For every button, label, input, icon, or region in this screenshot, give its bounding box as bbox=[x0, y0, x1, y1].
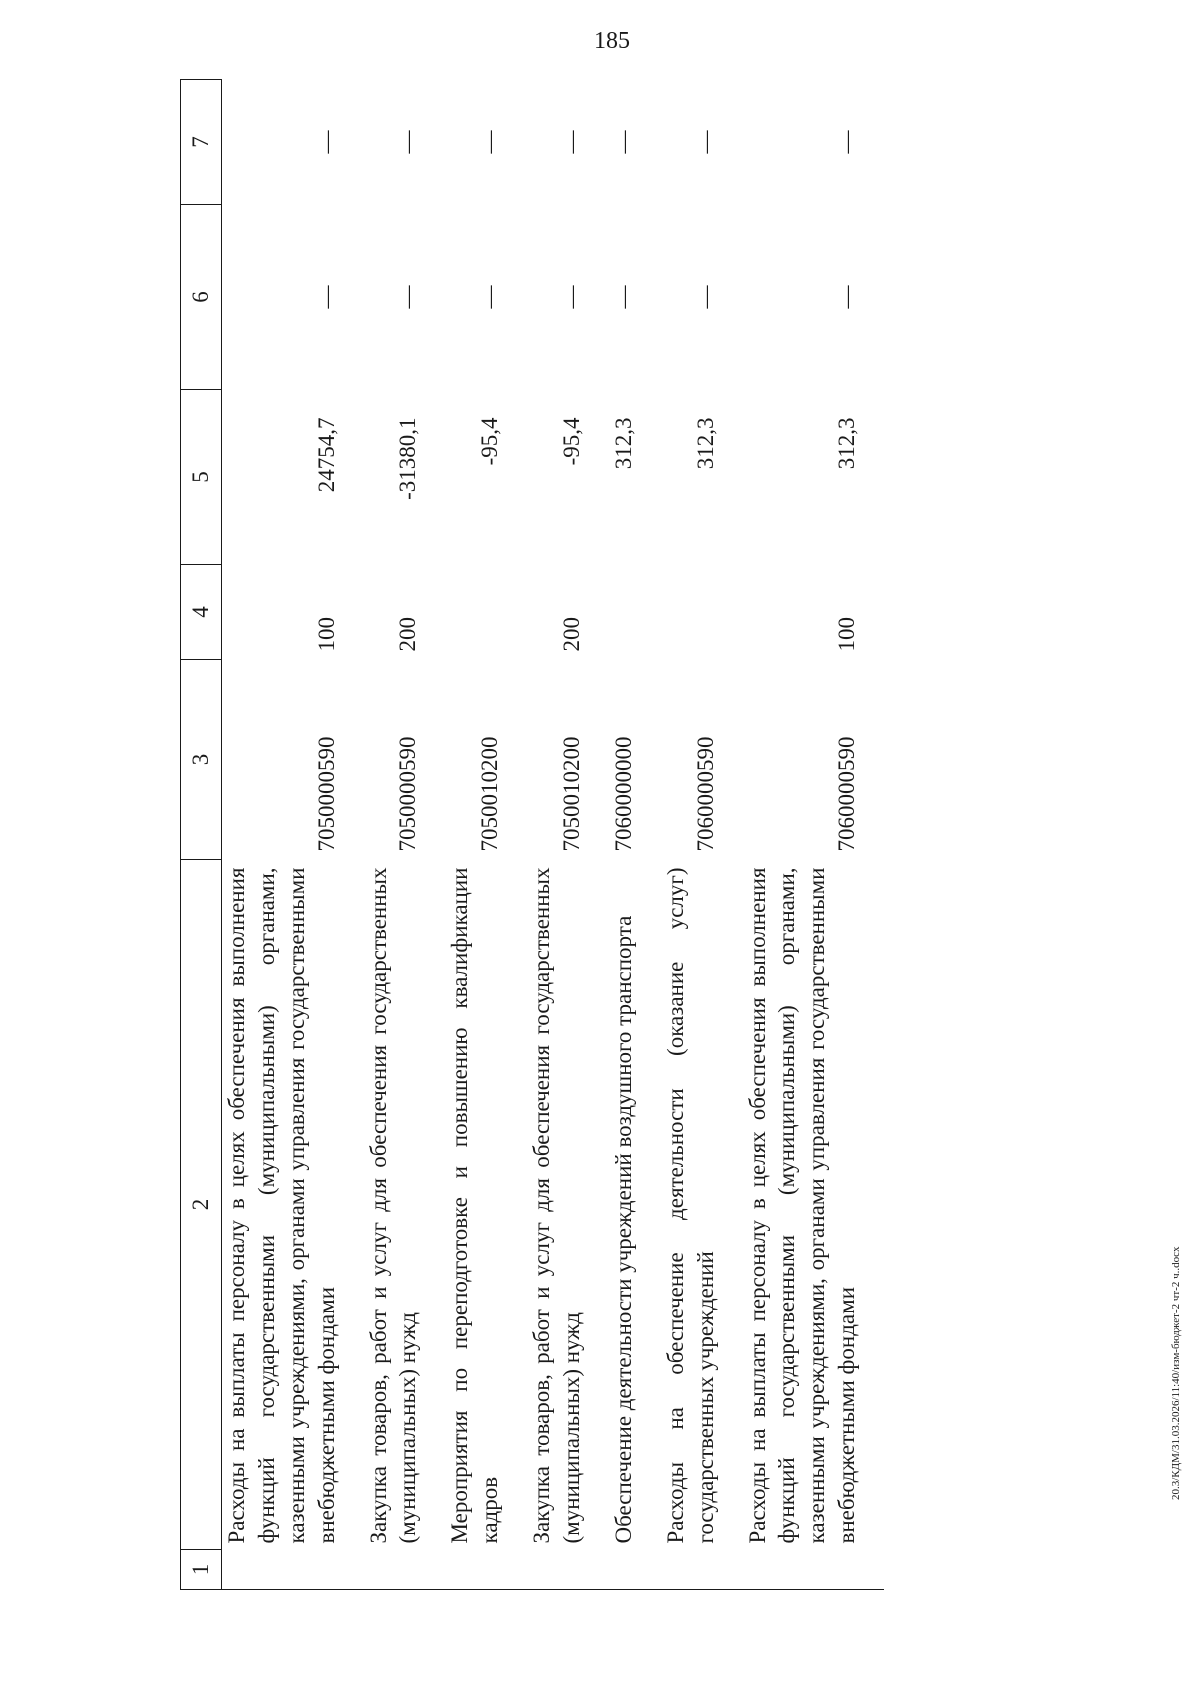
column-header-5: 5 bbox=[181, 390, 222, 565]
cell-description: Обеспечение деятельности учреждений воздушного транспорта bbox=[610, 915, 636, 1544]
cell-amount: -95,4 bbox=[477, 417, 503, 466]
cell-code: 7050010200 bbox=[477, 736, 503, 852]
cell-description: Расходы на обеспечение деятельности (оказание услуг) государственных учреждений bbox=[662, 867, 718, 1544]
cell-col7: — bbox=[313, 130, 339, 154]
budget-table bbox=[180, 79, 884, 1590]
cell-description: Закупка товаров, работ и услуг для обеспечения государственных (муниципальных) нужд bbox=[365, 867, 421, 1544]
footer-file-note: 20.3/КДМ/31.03.2026/11:40/изм-бюджет-2 чт-2 ч..docx bbox=[1170, 1246, 1182, 1500]
cell-col6: — bbox=[395, 285, 421, 309]
cell-type: 200 bbox=[395, 617, 421, 652]
cell-col1 bbox=[743, 1550, 885, 1590]
cell-type: 100 bbox=[313, 617, 339, 652]
rotated-table-container bbox=[180, 80, 1070, 1590]
cell-description: Закупка товаров, работ и услуг для обеспечения государственных (муниципальных) нужд bbox=[529, 867, 585, 1544]
cell-amount: -95,4 bbox=[559, 417, 585, 466]
cell-type: 200 bbox=[559, 617, 585, 652]
cell-col7: — bbox=[559, 130, 585, 154]
cell-type bbox=[445, 565, 527, 660]
cell-code: 7050010200 bbox=[559, 736, 585, 852]
cell-col7: — bbox=[834, 130, 860, 154]
cell-col1 bbox=[222, 1550, 364, 1590]
cell-col1 bbox=[445, 1550, 527, 1590]
column-header-1: 1 bbox=[181, 1550, 222, 1590]
cell-description: Расходы на выплаты персоналу в целях обеспечения выполнения функций государственными (муниципальными) органами, казенными учреждениями, органами управления государственными внебюджетными фондами bbox=[744, 867, 860, 1544]
table-row bbox=[743, 80, 885, 1590]
column-header-4: 4 bbox=[181, 565, 222, 660]
cell-amount: 24754,7 bbox=[313, 417, 339, 493]
cell-amount: 312,3 bbox=[692, 417, 718, 470]
page-number: 185 bbox=[594, 28, 630, 54]
cell-type: 100 bbox=[834, 617, 860, 652]
cell-col6: — bbox=[559, 285, 585, 309]
cell-col1 bbox=[661, 1550, 743, 1590]
cell-code: 7060000590 bbox=[692, 736, 718, 852]
cell-col7: — bbox=[610, 130, 636, 154]
cell-col7: — bbox=[692, 130, 718, 154]
column-header-6: 6 bbox=[181, 205, 222, 390]
cell-col6: — bbox=[834, 285, 860, 309]
cell-description: Расходы на выплаты персоналу в целях обеспечения выполнения функций государственными (муниципальными) органами, казенными учреждениями, органами управления государственными внебюджетными фондами bbox=[224, 867, 339, 1544]
cell-code: 7060000000 bbox=[610, 736, 636, 852]
table-row bbox=[609, 80, 661, 1590]
cell-col1 bbox=[609, 1550, 661, 1590]
cell-code: 7050000590 bbox=[313, 736, 339, 852]
table-row bbox=[527, 80, 609, 1590]
cell-type bbox=[609, 565, 661, 660]
cell-col6: — bbox=[610, 285, 636, 309]
table-row bbox=[222, 80, 364, 1590]
cell-col6: — bbox=[692, 285, 718, 309]
column-header-3: 3 bbox=[181, 660, 222, 860]
column-header-7: 7 bbox=[181, 80, 222, 205]
cell-col1 bbox=[364, 1550, 446, 1590]
table-row bbox=[661, 80, 743, 1590]
cell-description: Мероприятия по переподготовке и повышению квалификации кадров bbox=[447, 867, 503, 1544]
cell-code: 7050000590 bbox=[395, 736, 421, 852]
cell-col1 bbox=[527, 1550, 609, 1590]
cell-amount: 312,3 bbox=[610, 417, 636, 470]
cell-col7: — bbox=[395, 130, 421, 154]
cell-col7: — bbox=[477, 130, 503, 154]
cell-amount: -31380,1 bbox=[395, 417, 421, 500]
cell-amount: 312,3 bbox=[834, 417, 860, 470]
table-row bbox=[364, 80, 446, 1590]
header-row bbox=[181, 80, 222, 1590]
cell-col6: — bbox=[313, 285, 339, 309]
table-row bbox=[445, 80, 527, 1590]
cell-type bbox=[661, 565, 743, 660]
column-header-2: 2 bbox=[181, 860, 222, 1550]
cell-col6: — bbox=[477, 285, 503, 309]
cell-code: 7060000590 bbox=[834, 736, 860, 852]
